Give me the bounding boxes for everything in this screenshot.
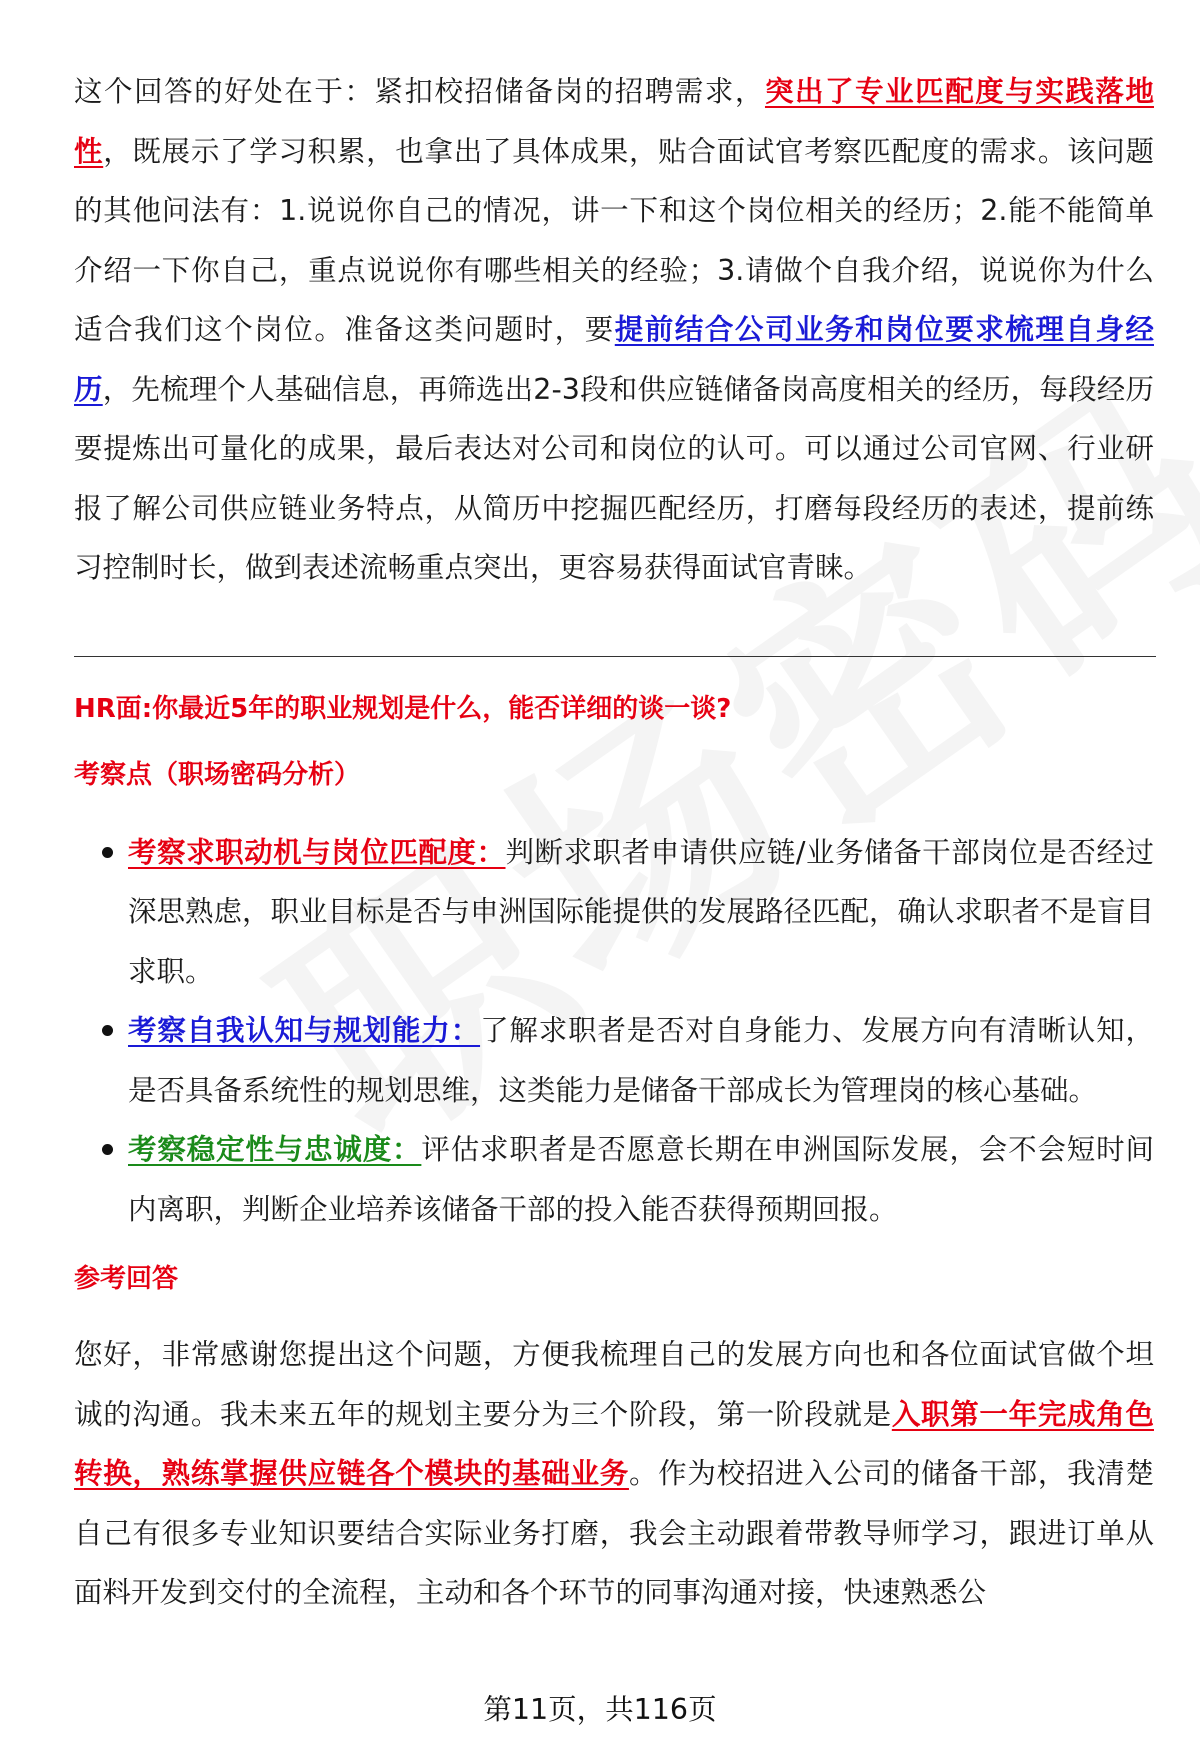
intro-text-1: 这个回答的好处在于：紧扣校招储备岗的招聘需求， <box>74 75 765 108</box>
point-text: 了解求职者是否对自身能力、发展方向有清晰认知，是否具备系统性的规划思维，这类能力是储备干部成长为管理岗的核心基础。 <box>128 1014 1154 1107</box>
list-item <box>128 823 1154 1002</box>
bullet-icon <box>102 1025 113 1036</box>
answer-highlight: 入职第一年完成角色转换，熟练掌握供应链各个模块的基础业务 <box>74 1397 1154 1490</box>
answer-text-1: 您好，非常感谢您提出这个问题，方便我梳理自己的发展方向也和各位面试官做个坦诚的沟通。我未来五年的规划主要分为三个阶段，第一阶段就是 <box>74 1338 1154 1431</box>
point-label: 考察稳定性与忠诚度： <box>128 1133 422 1166</box>
answer-text-2: 。作为校招进入公司的储备干部，我清楚自己有很多专业知识要结合实际业务打磨，我会主动跟着带教导师学习，跟进订单从面料开发到交付的全流程，主动和各个环节的同事沟通对接，快速熟悉公 <box>74 1457 1154 1609</box>
point-label: 考察求职动机与岗位匹配度： <box>128 835 506 869</box>
section-divider <box>74 656 1156 657</box>
list-item <box>128 1001 1154 1120</box>
intro-paragraph <box>74 62 1154 598</box>
point-text: 判断求职者申请供应链/业务储备干部岗位是否经过深思熟虑，职业目标是否与申洲国际能提供的发展路径匹配，确认求职者不是盲目求职。 <box>128 835 1155 988</box>
reference-heading: 参考回答 <box>74 1264 179 1294</box>
intro-highlight-1: 突出了专业匹配度与实践落地性 <box>74 75 1154 168</box>
analysis-list <box>74 823 1154 1240</box>
intro-text-3: ，先梳理个人基础信息，再筛选出2-3段和供应链储备岗高度相关的经历，每段经历要提炼出可量化的成果，最后表达对公司和岗位的认可。可以通过公司官网、行业研报了解公司供应链业务特点，从简历中挖掘匹配经历，打磨每段经历的表述，提前练习控制时长，做到表述流畅重点突出，更容易获得面试官青睐。 <box>74 372 1154 584</box>
question-title: HR面:你最近5年的职业规划是什么，能否详细的谈一谈? <box>74 693 732 724</box>
point-text: 评估求职者是否愿意长期在申洲国际发展，会不会短时间内离职，判断企业培养该储备干部的投入能否获得预期回报。 <box>128 1133 1154 1226</box>
bullet-icon <box>102 1144 113 1155</box>
analysis-heading: 考察点（职场密码分析） <box>74 759 361 790</box>
list-item <box>128 1120 1154 1239</box>
point-label: 考察自我认知与规划能力： <box>128 1014 481 1047</box>
page-number: 第11页，共116页 <box>483 1693 717 1726</box>
answer-paragraph <box>74 1325 1154 1623</box>
intro-highlight-2: 提前结合公司业务和岗位要求梳理自身经历 <box>74 313 1154 406</box>
bullet-icon <box>102 847 113 858</box>
intro-text-2: ，既展示了学习积累，也拿出了具体成果，贴合面试官考察匹配度的需求。该问题的其他问法有：1.说说你自己的情况，讲一下和这个岗位相关的经历；2.能不能简单介绍一下你自己，重点说说你有哪些相关的经验；3.请做个自我介绍，说说你为什么适合我们这个岗位。准备这类问题时，要 <box>74 134 1154 346</box>
page-content <box>74 62 1154 1623</box>
